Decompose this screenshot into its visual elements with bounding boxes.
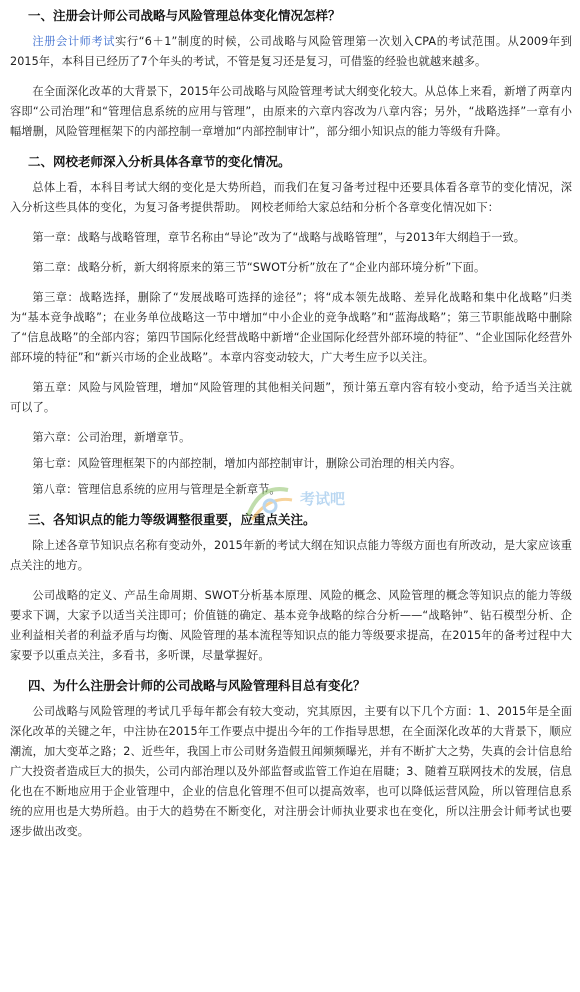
- section-1-paragraph-1-text: 实行“6＋1”制度的时候，公司战略与风险管理第一次划入CPA的考试范围。从2009年到2015年，本科目已经历了7个年头的考试，不管是复习还是复习，可借鉴的经验也就越来越多。: [10, 35, 572, 68]
- section-1-paragraph-1: [10, 32, 572, 72]
- chapter-1-change: 第一章：战略与战略管理，章节名称由“导论”改为了“战略与战略管理”，与2013年大纲趋于一致。: [32, 231, 526, 244]
- section-4-heading: 四、为什么注册会计师的公司战略与风险管理科目总有变化？: [28, 678, 366, 693]
- section-2-heading: 二、网校老师深入分析具体各章节的变化情况。: [28, 154, 291, 169]
- chapter-7-change: 第七章：风险管理框架下的内部控制，增加内部控制审计，删除公司治理的相关内容。: [32, 457, 462, 470]
- section-1-paragraph-2: 在全面深化改革的大背景下，2015年公司战略与风险管理考试大纲变化较大。从总体上来看，新增了两章内容即“公司治理”和“管理信息系统的应用与管理”，由原来的六章内容改为八章内容；另外，“战略选择”一章有小幅增删，风险管理框架下的内部控制一章增加“内部控制审计”，部分细小知识点的能力等级有升降。: [10, 85, 572, 138]
- chapter-6-change: 第六章：公司治理，新增章节。: [32, 431, 191, 444]
- section-3-paragraph-2: 公司战略的定义、产品生命周期、SWOT分析基本原理、风险的概念、风险管理的概念等知识点的能力等级要求下调，大家予以适当关注即可；价值链的确定、基本竞争战略的综合分析——“战略钟”、钻石模型分析、企业利益相关者的利益矛盾与均衡、风险管理的基本流程等知识点的能力等级要求提高，在2015年的备考过程中大家要予以重点关注，多看书，多听课，尽量掌握好。: [10, 589, 572, 662]
- chapter-3-change: 第三章：战略选择，删除了“发展战略可选择的途径”；将“成本领先战略、差异化战略和集中化战略”归类为“基本竞争战略”；在业务单位战略这一节中增加“中小企业的竞争战略”和“蓝海战略”；第三节职能战略中删除了“信息战略”的全部内容；第四节国际化经营战略中新增“企业国际化经营外部环境的特征”、“企业国际化经营外部环境的特征”和“新兴市场的企业战略”。本章内容变动较大，广大考生应予以关注。: [10, 291, 572, 364]
- section-1-heading: 一、注册会计师公司战略与风险管理总体变化情况怎样？: [28, 8, 341, 23]
- section-4-paragraph-1: 公司战略与风险管理的考试几乎每年都会有较大变动，究其原因，主要有以下几个方面：1、2015年是全面深化改革的关键之年，中注协在2015年工作要点中提出今年的工作指导思想，在全面深化改革的大背景下，顺应潮流，加大变革之路；2、近些年，我国上市公司财务造假丑闻频频曝光，并有不断扩大之势，失真的会计信息给广大投资者造成巨大的损失，公司内部治理以及外部监督或监管工作迫在眉睫；3、随着互联网技术的发展，信息化也在不断地应用于企业管理中，企业的信息化管理不但可以提高效率，也可以降低运营风险，所以管理信息系统的应用也是大势所趋。由于大的趋势在不断变化，对注册会计师执业要求也在变化，所以注册会计师考试也要逐步做出改变。: [10, 705, 572, 838]
- section-3-paragraph-1: 除上述各章节知识点名称有变动外，2015年新的考试大纲在知识点能力等级方面也有所改动，是大家应该重点关注的地方。: [10, 539, 572, 572]
- section-2-intro: 总体上看，本科目考试大纲的变化是大势所趋，而我们在复习备考过程中还要具体看各章节的变化情况，深入分析这些具体的变化，为复习备考提供帮助。 网校老师给大家总结和分析个各章变化情况如下：: [10, 181, 572, 214]
- watermark-text: 考试吧: [300, 490, 346, 508]
- chapter-8-change: 第八章：管理信息系统的应用与管理是全新章节。: [32, 483, 281, 496]
- chapter-5-change: 第五章：风险与风险管理，增加“风险管理的其他相关问题”，预计第五章内容有较小变动，给予适当关注就可以了。: [10, 381, 572, 414]
- section-3-heading: 三、各知识点的能力等级调整很重要，应重点关注。: [28, 512, 316, 527]
- exam-link[interactable]: 注册会计师考试: [32, 35, 116, 48]
- watermark-logo: [240, 476, 360, 532]
- watermark-emblem-icon: [240, 476, 300, 532]
- chapter-2-change: 第二章：战略分析，新大纲将原来的第三节“SWOT分析”放在了“企业内部环境分析”下面。: [32, 261, 486, 274]
